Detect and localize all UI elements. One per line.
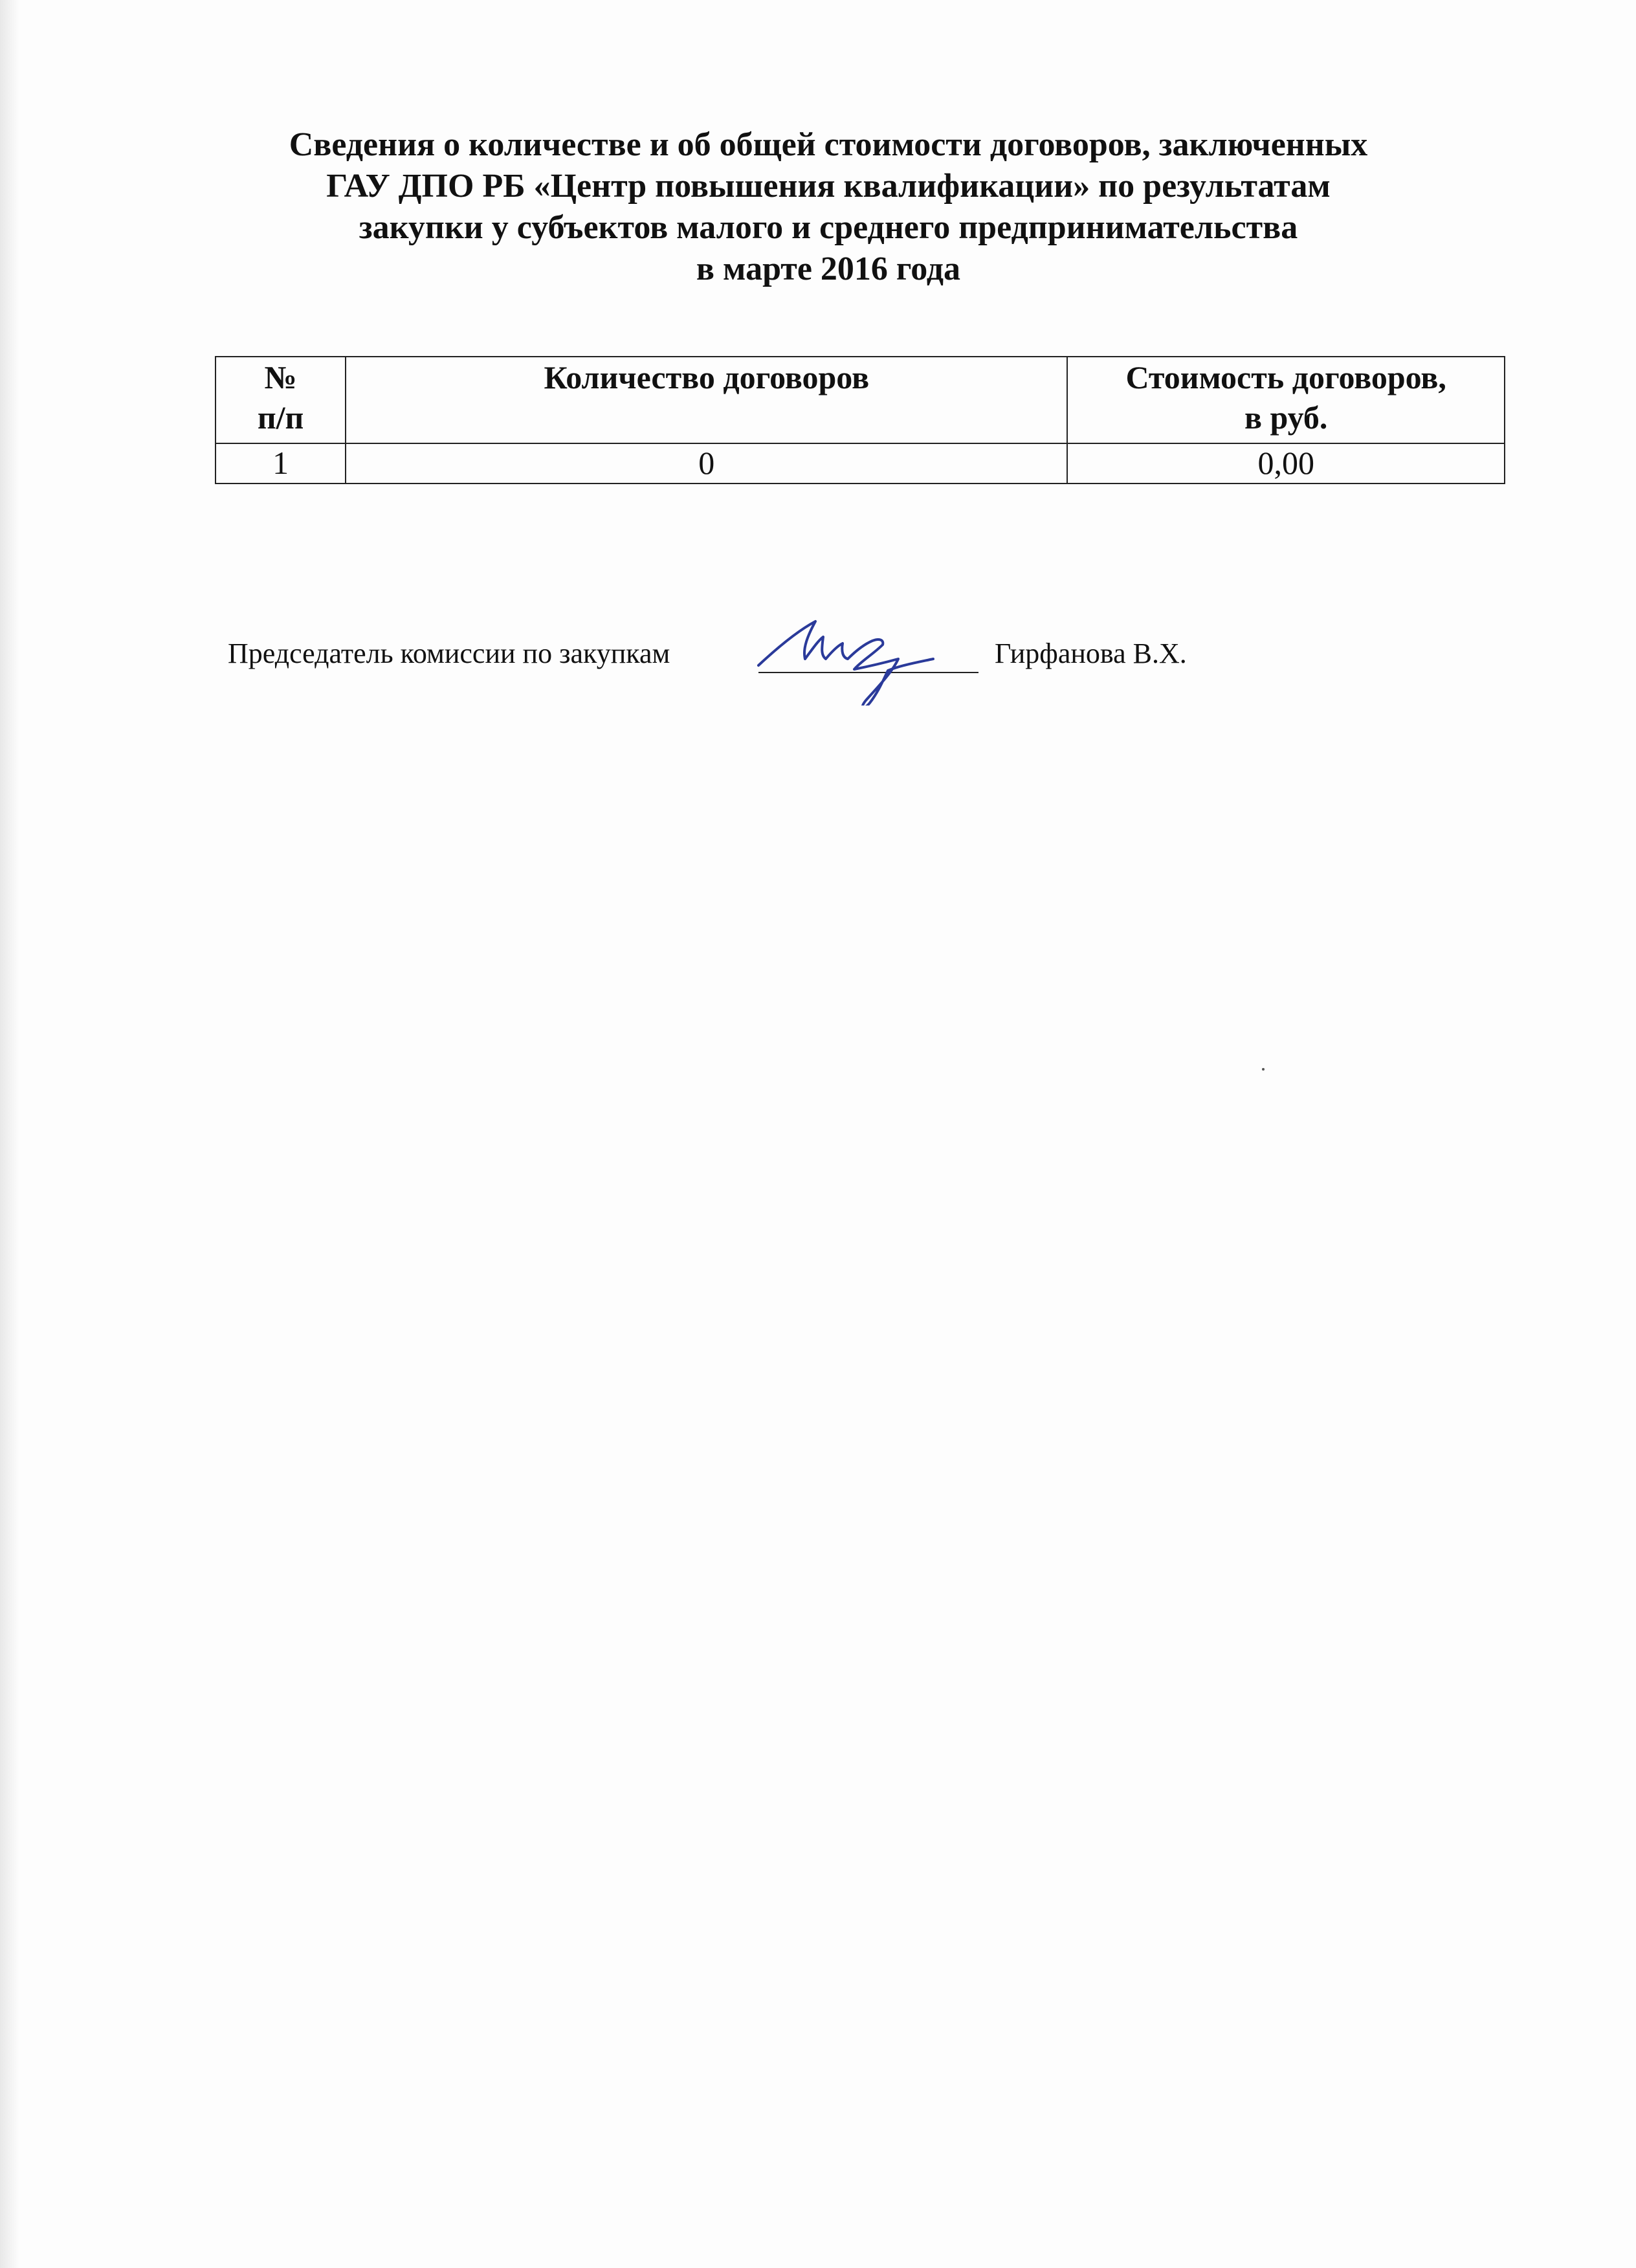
signature-block	[228, 632, 1393, 722]
signatory-role: Председатель комиссии по закупкам	[228, 638, 670, 669]
header-num-line-1: №	[264, 359, 297, 395]
handwritten-signature	[746, 608, 978, 706]
document-title	[194, 124, 1463, 290]
cell-num: 1	[216, 443, 346, 484]
header-count	[346, 357, 1067, 443]
header-cost	[1067, 357, 1505, 443]
contracts-table	[215, 356, 1505, 484]
title-line-4: в марте 2016 года	[696, 250, 961, 287]
header-cost-line-1: Стоимость договоров,	[1125, 359, 1446, 395]
title-line-2: ГАУ ДПО РБ «Центр повышения квалификации» по результатам	[326, 168, 1331, 205]
cell-count: 0	[346, 443, 1067, 484]
header-cost-line-2: в руб.	[1244, 399, 1328, 436]
header-num	[216, 357, 346, 443]
title-line-1: Сведения о количестве и об общей стоимости договоров, заключенных	[289, 126, 1368, 163]
header-count-label: Количество договоров	[544, 359, 870, 395]
scan-speck	[1262, 1068, 1265, 1071]
table-row	[216, 443, 1505, 484]
table-header-row	[216, 357, 1505, 443]
title-line-3: закупки у субъектов малого и среднего предпринимательства	[359, 209, 1298, 246]
scan-edge	[0, 0, 19, 2268]
cell-cost: 0,00	[1067, 443, 1505, 484]
signatory-name: Гирфанова В.Х.	[995, 638, 1187, 669]
header-num-line-2: п/п	[257, 399, 304, 436]
